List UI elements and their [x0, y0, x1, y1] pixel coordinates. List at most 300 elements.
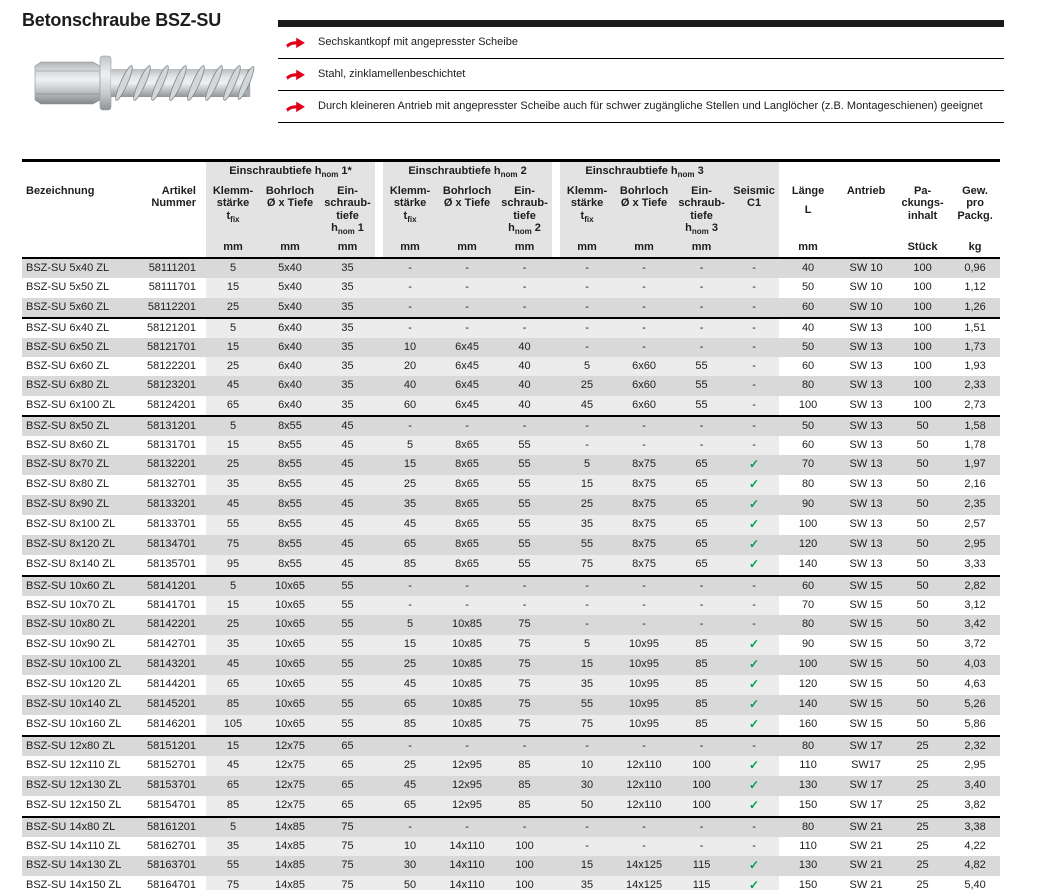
table-row: [22, 837, 1000, 856]
klemmstaerke-hnom1: 15: [206, 278, 260, 297]
table-row: [22, 396, 1000, 416]
einschraubtiefe-hnom1: 55: [320, 715, 375, 736]
packungsinhalt: 50: [895, 555, 950, 576]
seismic-check-icon: ✓: [749, 536, 760, 551]
antrieb: SW 13: [837, 357, 895, 376]
einschraubtiefe-hnom2: 100: [497, 856, 552, 876]
bezeichnung: BSZ-SU 10x100 ZL: [22, 655, 140, 675]
klemmstaerke-hnom2: -: [383, 576, 437, 596]
table-row: [22, 455, 1000, 475]
bohrloch-hnom3: -: [614, 817, 674, 837]
bohrloch-hnom2: -: [437, 576, 497, 596]
laenge: 140: [779, 555, 837, 576]
klemmstaerke-hnom3: -: [560, 278, 614, 297]
bohrloch-hnom3: 10x95: [614, 655, 674, 675]
bezeichnung: BSZ-SU 14x80 ZL: [22, 817, 140, 837]
artikel-nummer: 58143201: [140, 655, 206, 675]
seismic-c1: [729, 756, 779, 776]
einschraubtiefe-hnom1: 75: [320, 856, 375, 876]
einschraubtiefe-hnom1: 55: [320, 576, 375, 596]
artikel-nummer: 58161201: [140, 817, 206, 837]
packungsinhalt: 100: [895, 357, 950, 376]
einschraubtiefe-hnom3: 100: [674, 776, 729, 796]
klemmstaerke-hnom2: 25: [383, 475, 437, 495]
seismic-c1: [729, 635, 779, 655]
antrieb: SW 15: [837, 615, 895, 634]
klemmstaerke-hnom1: 15: [206, 338, 260, 357]
einschraubtiefe-hnom2: 40: [497, 338, 552, 357]
klemmstaerke-hnom1: 25: [206, 615, 260, 634]
bohrloch-hnom2: -: [437, 596, 497, 615]
header-bezeichnung: Bezeichnung: [26, 184, 95, 197]
table-row: [22, 695, 1000, 715]
bezeichnung: BSZ-SU 5x60 ZL: [22, 298, 140, 318]
packungsinhalt: 50: [895, 436, 950, 455]
column-gap: [552, 635, 560, 655]
bohrloch-hnom2: 14x110: [437, 856, 497, 876]
klemmstaerke-hnom2: 45: [383, 515, 437, 535]
table-row: [22, 615, 1000, 634]
klemmstaerke-hnom3: 55: [560, 695, 614, 715]
klemmstaerke-hnom1: 45: [206, 376, 260, 395]
table-row: [22, 756, 1000, 776]
packungsinhalt: 50: [895, 515, 950, 535]
bohrloch-hnom2: 10x85: [437, 655, 497, 675]
unit-mm: mm: [206, 239, 260, 259]
klemmstaerke-hnom3: 15: [560, 655, 614, 675]
bohrloch-hnom3: 10x95: [614, 675, 674, 695]
table-row: [22, 715, 1000, 736]
bohrloch-hnom1: 10x65: [260, 675, 320, 695]
gewicht-pro-packung: 3,12: [950, 596, 1000, 615]
klemmstaerke-hnom3: 35: [560, 675, 614, 695]
klemmstaerke-hnom2: 65: [383, 535, 437, 555]
einschraubtiefe-hnom2: -: [497, 416, 552, 436]
laenge: 130: [779, 776, 837, 796]
laenge: 90: [779, 495, 837, 515]
artikel-nummer: 58131201: [140, 416, 206, 436]
bezeichnung: BSZ-SU 5x50 ZL: [22, 278, 140, 297]
seismic-c1: [729, 796, 779, 817]
bohrloch-hnom1: 8x55: [260, 416, 320, 436]
einschraubtiefe-hnom2: -: [497, 278, 552, 297]
header-bohrloch-3: Bohrloch Ø x Tiefe: [614, 183, 674, 239]
einschraubtiefe-hnom3: 100: [674, 756, 729, 776]
einschraubtiefe-hnom2: 75: [497, 715, 552, 736]
column-gap: [375, 736, 383, 756]
gewicht-pro-packung: 0,96: [950, 258, 1000, 278]
einschraubtiefe-hnom3: -: [674, 416, 729, 436]
seismic-check-icon: ✓: [749, 777, 760, 792]
column-gap: [552, 318, 560, 338]
klemmstaerke-hnom2: 60: [383, 396, 437, 416]
unit-mm: mm: [320, 239, 375, 259]
header-bohrloch-1: Bohrloch Ø x Tiefe: [260, 183, 320, 239]
bezeichnung: BSZ-SU 6x40 ZL: [22, 318, 140, 338]
table-row: [22, 596, 1000, 615]
bohrloch-hnom3: -: [614, 278, 674, 297]
table-row: [22, 515, 1000, 535]
klemmstaerke-hnom1: 105: [206, 715, 260, 736]
column-gap: [375, 416, 383, 436]
klemmstaerke-hnom2: 85: [383, 715, 437, 736]
artikel-nummer: 58132201: [140, 455, 206, 475]
bohrloch-hnom3: 8x75: [614, 495, 674, 515]
bohrloch-hnom3: 12x110: [614, 776, 674, 796]
klemmstaerke-hnom1: 95: [206, 555, 260, 576]
einschraubtiefe-hnom1: 65: [320, 796, 375, 817]
artikel-nummer: 58122201: [140, 357, 206, 376]
bohrloch-hnom2: 10x85: [437, 615, 497, 634]
packungsinhalt: 50: [895, 715, 950, 736]
packungsinhalt: 100: [895, 258, 950, 278]
artikel-nummer: 58153701: [140, 776, 206, 796]
seismic-check-icon: ✓: [749, 456, 760, 471]
column-gap: [375, 495, 383, 515]
klemmstaerke-hnom1: 65: [206, 675, 260, 695]
einschraubtiefe-hnom1: 55: [320, 655, 375, 675]
laenge: 120: [779, 675, 837, 695]
bohrloch-hnom1: 8x55: [260, 555, 320, 576]
antrieb: SW 13: [837, 535, 895, 555]
seismic-check-icon: ✓: [749, 656, 760, 671]
bohrloch-hnom3: 10x95: [614, 635, 674, 655]
einschraubtiefe-hnom3: -: [674, 338, 729, 357]
antrieb: SW 13: [837, 376, 895, 395]
column-gap: [375, 298, 383, 318]
unit-mm: mm: [674, 239, 729, 259]
gewicht-pro-packung: 2,95: [950, 756, 1000, 776]
seismic-c1: -: [729, 817, 779, 837]
einschraubtiefe-hnom1: 65: [320, 776, 375, 796]
bohrloch-hnom3: 14x125: [614, 876, 674, 890]
packungsinhalt: 25: [895, 796, 950, 817]
bohrloch-hnom3: 8x75: [614, 455, 674, 475]
klemmstaerke-hnom2: 50: [383, 876, 437, 890]
einschraubtiefe-hnom3: -: [674, 318, 729, 338]
packungsinhalt: 50: [895, 596, 950, 615]
column-gap: [552, 278, 560, 297]
antrieb: SW 13: [837, 555, 895, 576]
bohrloch-hnom2: 10x85: [437, 695, 497, 715]
column-gap: [375, 576, 383, 596]
klemmstaerke-hnom2: 30: [383, 856, 437, 876]
column-gap: [552, 736, 560, 756]
column-gap: [375, 318, 383, 338]
feature-list: [278, 20, 1004, 123]
bezeichnung: BSZ-SU 10x160 ZL: [22, 715, 140, 736]
bohrloch-hnom2: 6x45: [437, 357, 497, 376]
artikel-nummer: 58124201: [140, 396, 206, 416]
artikel-nummer: 58121701: [140, 338, 206, 357]
einschraubtiefe-hnom1: 45: [320, 555, 375, 576]
column-gap: [375, 515, 383, 535]
gewicht-pro-packung: 2,16: [950, 475, 1000, 495]
klemmstaerke-hnom1: 15: [206, 736, 260, 756]
bohrloch-hnom2: 8x65: [437, 495, 497, 515]
klemmstaerke-hnom3: 5: [560, 357, 614, 376]
bezeichnung: BSZ-SU 14x110 ZL: [22, 837, 140, 856]
seismic-check-icon: ✓: [749, 757, 760, 772]
einschraubtiefe-hnom3: -: [674, 817, 729, 837]
bohrloch-hnom3: -: [614, 576, 674, 596]
packungsinhalt: 25: [895, 876, 950, 890]
table-row: [22, 576, 1000, 596]
column-gap: [375, 675, 383, 695]
red-arrow-icon: [285, 35, 306, 49]
header-bohrloch-2: Bohrloch Ø x Tiefe: [437, 183, 497, 239]
seismic-c1: [729, 555, 779, 576]
column-gap: [552, 338, 560, 357]
bohrloch-hnom1: 14x85: [260, 817, 320, 837]
einschraubtiefe-hnom2: 40: [497, 376, 552, 395]
column-gap: [552, 183, 560, 239]
artikel-nummer: 58163701: [140, 856, 206, 876]
seismic-c1: -: [729, 298, 779, 318]
unit-mm: mm: [779, 239, 837, 259]
artikel-nummer: 58121201: [140, 318, 206, 338]
laenge: 110: [779, 837, 837, 856]
klemmstaerke-hnom2: 85: [383, 555, 437, 576]
antrieb: SW 17: [837, 776, 895, 796]
gewicht-pro-packung: 2,33: [950, 376, 1000, 395]
gewicht-pro-packung: 1,97: [950, 455, 1000, 475]
bohrloch-hnom1: 10x65: [260, 655, 320, 675]
seismic-c1: [729, 655, 779, 675]
column-gap: [375, 278, 383, 297]
einschraubtiefe-hnom1: 55: [320, 635, 375, 655]
table-row: [22, 357, 1000, 376]
klemmstaerke-hnom3: -: [560, 817, 614, 837]
bohrloch-hnom1: 14x85: [260, 876, 320, 890]
klemmstaerke-hnom3: 5: [560, 635, 614, 655]
packungsinhalt: 25: [895, 817, 950, 837]
klemmstaerke-hnom2: 15: [383, 455, 437, 475]
header-klemmstaerke-3: Klemm- stärke $t_{fix}$: [560, 183, 614, 239]
bohrloch-hnom2: 8x65: [437, 455, 497, 475]
einschraubtiefe-hnom3: 85: [674, 675, 729, 695]
klemmstaerke-hnom2: -: [383, 298, 437, 318]
einschraubtiefe-hnom1: 35: [320, 258, 375, 278]
klemmstaerke-hnom3: -: [560, 318, 614, 338]
laenge: 60: [779, 357, 837, 376]
packungsinhalt: 25: [895, 837, 950, 856]
klemmstaerke-hnom2: -: [383, 736, 437, 756]
bezeichnung: BSZ-SU 8x60 ZL: [22, 436, 140, 455]
header-group-title-3: Einschraubtiefe $h_{nom}$ 3: [560, 161, 729, 183]
bohrloch-hnom3: -: [614, 596, 674, 615]
einschraubtiefe-hnom1: 35: [320, 318, 375, 338]
seismic-c1: [729, 515, 779, 535]
column-gap: [552, 357, 560, 376]
column-gap: [552, 817, 560, 837]
product-table: [22, 159, 1000, 890]
antrieb: SW 15: [837, 715, 895, 736]
table-row: [22, 318, 1000, 338]
klemmstaerke-hnom1: 75: [206, 876, 260, 890]
feature-item: [278, 27, 1004, 59]
gewicht-pro-packung: 4,82: [950, 856, 1000, 876]
einschraubtiefe-hnom3: 85: [674, 635, 729, 655]
einschraubtiefe-hnom2: 100: [497, 837, 552, 856]
bohrloch-hnom2: 8x65: [437, 436, 497, 455]
table-row: [22, 817, 1000, 837]
bohrloch-hnom3: 14x125: [614, 856, 674, 876]
artikel-nummer: 58133201: [140, 495, 206, 515]
feature-text: Stahl, zinklamellenbeschichtet: [318, 68, 466, 80]
bohrloch-hnom3: -: [614, 318, 674, 338]
column-gap: [552, 756, 560, 776]
laenge: 140: [779, 695, 837, 715]
header-laenge: Länge L: [791, 184, 825, 216]
seismic-c1: [729, 715, 779, 736]
einschraubtiefe-hnom2: 75: [497, 635, 552, 655]
bezeichnung: BSZ-SU 8x70 ZL: [22, 455, 140, 475]
concrete-screw-image: [14, 48, 256, 118]
laenge: 100: [779, 515, 837, 535]
klemmstaerke-hnom1: 35: [206, 635, 260, 655]
seismic-c1: -: [729, 318, 779, 338]
bohrloch-hnom1: 8x55: [260, 436, 320, 455]
seismic-check-icon: ✓: [749, 716, 760, 731]
seismic-c1: [729, 475, 779, 495]
laenge: 80: [779, 615, 837, 634]
unit-kg: kg: [950, 239, 1000, 259]
klemmstaerke-hnom2: -: [383, 278, 437, 297]
unit-mm: mm: [260, 239, 320, 259]
column-gap: [552, 695, 560, 715]
unit-mm: mm: [614, 239, 674, 259]
klemmstaerke-hnom2: 20: [383, 357, 437, 376]
einschraubtiefe-hnom3: -: [674, 278, 729, 297]
gewicht-pro-packung: 5,86: [950, 715, 1000, 736]
header-blank: [729, 239, 779, 259]
table-row: [22, 736, 1000, 756]
einschraubtiefe-hnom2: -: [497, 817, 552, 837]
einschraubtiefe-hnom3: -: [674, 576, 729, 596]
bohrloch-hnom1: 14x85: [260, 837, 320, 856]
column-gap: [375, 837, 383, 856]
unit-mm: mm: [560, 239, 614, 259]
column-gap: [552, 675, 560, 695]
column-gap: [375, 357, 383, 376]
einschraubtiefe-hnom2: 55: [497, 515, 552, 535]
table-row: [22, 298, 1000, 318]
table-row: [22, 635, 1000, 655]
column-gap: [375, 695, 383, 715]
einschraubtiefe-hnom2: 75: [497, 695, 552, 715]
laenge: 130: [779, 856, 837, 876]
bohrloch-hnom1: 10x65: [260, 615, 320, 634]
klemmstaerke-hnom2: -: [383, 416, 437, 436]
column-gap: [552, 161, 560, 183]
antrieb: SW 13: [837, 515, 895, 535]
feature-text: Durch kleineren Antrieb mit angepresster Scheibe auch für schwer zugängliche Stellen und Langlöcher (z.B. Montageschienen) geeignet: [318, 100, 983, 112]
column-gap: [375, 715, 383, 736]
table-row: [22, 475, 1000, 495]
packungsinhalt: 50: [895, 675, 950, 695]
klemmstaerke-hnom3: 25: [560, 495, 614, 515]
packungsinhalt: 50: [895, 615, 950, 634]
gewicht-pro-packung: 3,72: [950, 635, 1000, 655]
klemmstaerke-hnom1: 45: [206, 756, 260, 776]
bohrloch-hnom2: 12x95: [437, 796, 497, 817]
bohrloch-hnom2: 12x95: [437, 756, 497, 776]
bezeichnung: BSZ-SU 8x90 ZL: [22, 495, 140, 515]
packungsinhalt: 100: [895, 396, 950, 416]
einschraubtiefe-hnom3: 65: [674, 495, 729, 515]
feature-text: Sechskantkopf mit angepresster Scheibe: [318, 36, 518, 48]
laenge: 80: [779, 475, 837, 495]
seismic-c1: [729, 535, 779, 555]
klemmstaerke-hnom3: 30: [560, 776, 614, 796]
column-gap: [375, 436, 383, 455]
column-gap: [552, 436, 560, 455]
einschraubtiefe-hnom1: 55: [320, 596, 375, 615]
gewicht-pro-packung: 5,26: [950, 695, 1000, 715]
einschraubtiefe-hnom2: 75: [497, 655, 552, 675]
gewicht-pro-packung: 3,42: [950, 615, 1000, 634]
seismic-c1: [729, 675, 779, 695]
klemmstaerke-hnom3: -: [560, 596, 614, 615]
column-gap: [375, 475, 383, 495]
bezeichnung: BSZ-SU 8x120 ZL: [22, 535, 140, 555]
klemmstaerke-hnom2: 40: [383, 376, 437, 395]
header-einschraubtiefe-3: Ein- schraub- tiefe $h_{nom}$ 3: [674, 183, 729, 239]
antrieb: SW 13: [837, 396, 895, 416]
klemmstaerke-hnom1: 25: [206, 298, 260, 318]
seismic-check-icon: ✓: [749, 476, 760, 491]
einschraubtiefe-hnom1: 35: [320, 376, 375, 395]
einschraubtiefe-hnom1: 35: [320, 357, 375, 376]
packungsinhalt: 100: [895, 338, 950, 357]
laenge: 40: [779, 318, 837, 338]
bohrloch-hnom3: 8x75: [614, 555, 674, 576]
laenge: 100: [779, 655, 837, 675]
klemmstaerke-hnom3: -: [560, 416, 614, 436]
bohrloch-hnom2: 14x110: [437, 837, 497, 856]
antrieb: SW 15: [837, 695, 895, 715]
seismic-c1: [729, 876, 779, 890]
seismic-c1: [729, 495, 779, 515]
antrieb: SW 13: [837, 475, 895, 495]
bohrloch-hnom1: 8x55: [260, 495, 320, 515]
einschraubtiefe-hnom1: 45: [320, 436, 375, 455]
bohrloch-hnom1: 12x75: [260, 756, 320, 776]
bohrloch-hnom3: -: [614, 258, 674, 278]
seismic-c1: -: [729, 416, 779, 436]
bezeichnung: BSZ-SU 10x140 ZL: [22, 695, 140, 715]
gewicht-pro-packung: 1,73: [950, 338, 1000, 357]
antrieb: SW 21: [837, 837, 895, 856]
bohrloch-hnom3: -: [614, 436, 674, 455]
antrieb: SW 13: [837, 495, 895, 515]
einschraubtiefe-hnom3: -: [674, 837, 729, 856]
bezeichnung: BSZ-SU 8x50 ZL: [22, 416, 140, 436]
laenge: 100: [779, 396, 837, 416]
laenge: 80: [779, 736, 837, 756]
bohrloch-hnom1: 14x85: [260, 856, 320, 876]
bezeichnung: BSZ-SU 14x150 ZL: [22, 876, 140, 890]
bohrloch-hnom3: 6x60: [614, 357, 674, 376]
header-blank: [22, 161, 206, 183]
bezeichnung: BSZ-SU 8x140 ZL: [22, 555, 140, 576]
seismic-check-icon: ✓: [749, 877, 760, 890]
bohrloch-hnom3: 12x110: [614, 796, 674, 817]
seismic-c1: [729, 856, 779, 876]
einschraubtiefe-hnom1: 75: [320, 837, 375, 856]
column-gap: [375, 655, 383, 675]
